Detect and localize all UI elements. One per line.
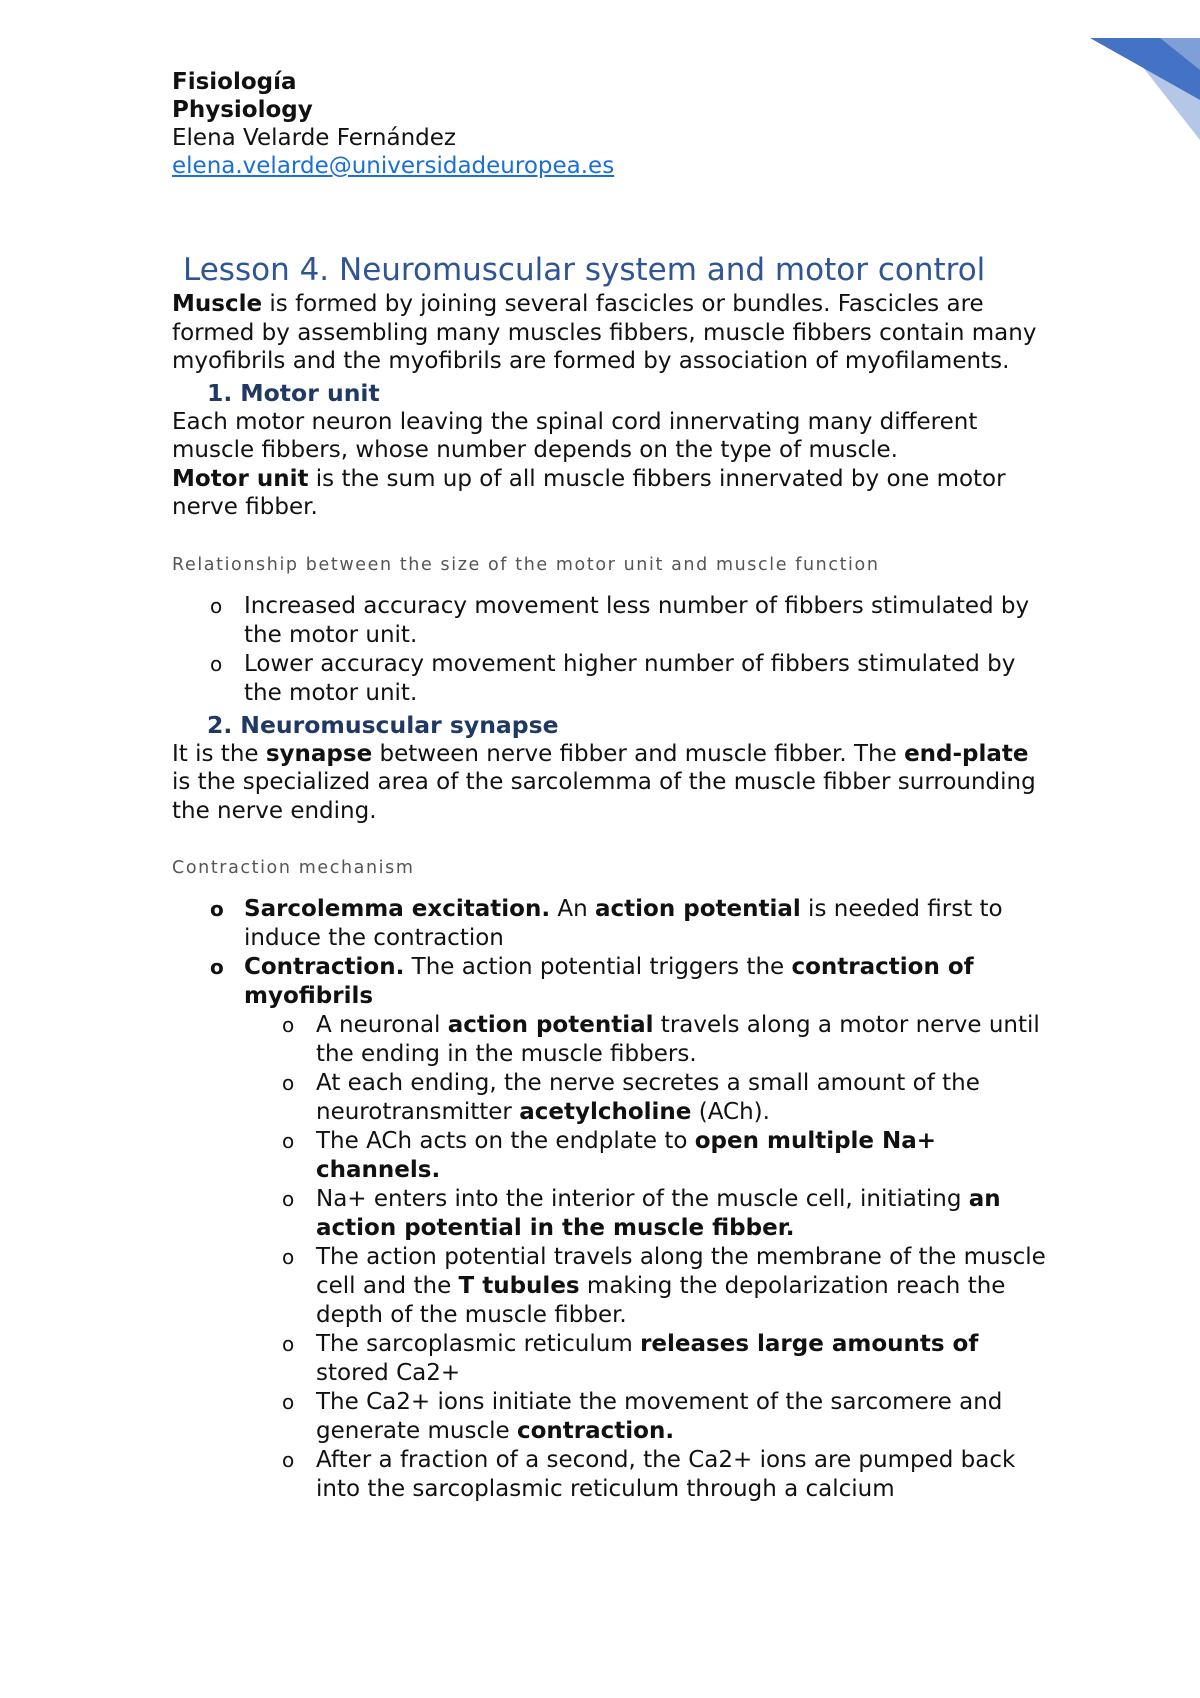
intro-paragraph [172,290,1052,376]
lesson-title: Lesson 4. Neuromuscular system and motor control [183,252,986,288]
document-page [172,68,1052,1504]
document-header [172,68,1052,180]
list-item: o Contraction. The action potential triggers the contraction of myofibrils [172,953,1052,1011]
motor-unit-list [172,592,1052,708]
list-item: o Sarcolemma excitation. An action potential is needed first to induce the contraction [172,895,1052,953]
contraction-steps-list [172,1011,1052,1504]
list-item: o Increased accuracy movement less number of fibbers stimulated by the motor unit. [172,592,1052,650]
list-item: o The action potential travels along the membrane of the muscle cell and the T tubules making the depolarization reach the depth of the muscle fibber. [172,1243,1052,1330]
author-name: Elena Velarde Fernández [172,125,456,151]
section-heading-neuromuscular-synapse: 2. Neuromuscular synapse [207,710,559,739]
motor-unit-paragraph-1: Each motor neuron leaving the spinal cord innervating many different muscle fibbers, whose number depends on the type of muscle. [172,408,978,463]
contraction-subtitle: Contraction mechanism [172,858,415,878]
synapse-paragraph: It is the synapse between nerve fibber and muscle fibber. The end-plate is the specialized area of the sarcolemma of the muscle fibber surrounding the nerve ending. [172,740,1036,824]
author-email-link[interactable]: elena.velarde@universidadeuropea.es [172,153,615,179]
list-item: o The ACh acts on the endplate to open multiple Na+ channels. [172,1127,1052,1185]
list-item: o After a fraction of a second, the Ca2+ ions are pumped back into the sarcoplasmic reticulum through a calcium [172,1446,1052,1504]
list-item: o At each ending, the nerve secretes a small amount of the neurotransmitter acetylcholine (ACh). [172,1069,1052,1127]
list-item: o A neuronal action potential travels along a motor nerve until the ending in the muscle fibbers. [172,1011,1052,1069]
intro-term: Muscle [172,291,263,317]
course-name-en: Physiology [172,97,313,123]
list-item: o Lower accuracy movement higher number of fibbers stimulated by the motor unit. [172,650,1052,708]
list-item: o Na+ enters into the interior of the muscle cell, initiating an action potential in the muscle fibber. [172,1185,1052,1243]
list-item: o The Ca2+ ions initiate the movement of the sarcomere and generate muscle contraction. [172,1388,1052,1446]
motor-unit-paragraph-2: Motor unit is the sum up of all muscle fibbers innervated by one motor nerve fibber. [172,465,1006,520]
motor-unit-subtitle: Relationship between the size of the motor unit and muscle function [172,554,880,575]
list-item: o The sarcoplasmic reticulum releases large amounts of stored Ca2+ [172,1330,1052,1388]
intro-text: is formed by joining several fascicles or bundles. Fascicles are formed by assembling many muscles fibbers, muscle fibbers contain many myofibrils and the myofibrils are formed by association of myofilaments. [172,291,1037,374]
course-name-es: Fisiología [172,69,297,95]
section-heading-motor-unit: 1. Motor unit [207,378,380,407]
contraction-list [172,895,1052,1011]
